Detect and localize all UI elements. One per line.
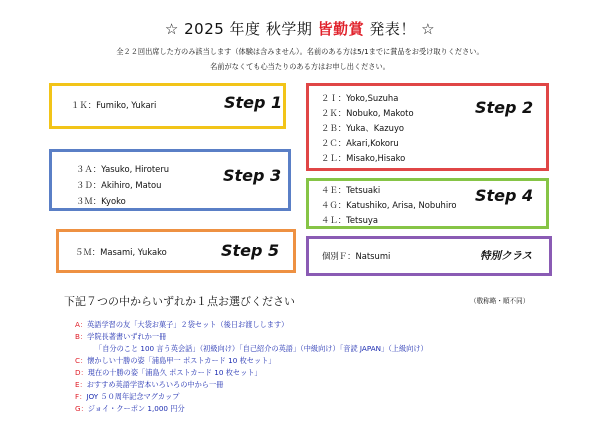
winner-line: ５Ｍ：Masami, Yukako (75, 247, 167, 257)
honorific-note: （敬称略・順不同） (470, 297, 530, 305)
winner-line: ４Ｅ：Tetsuaki (321, 185, 381, 195)
winner-line: １Ｋ：Fumiko, Yukari (71, 100, 157, 110)
prize-option-g: G：ジョイ・クーポン 1,000 円分 (75, 404, 185, 413)
award-name: 皆勤賞 (317, 20, 365, 38)
winner-line: ４Ｇ：Katushiko, Arisa, Nobuhiro (321, 200, 457, 210)
step-label: Step 5 (221, 241, 280, 260)
winner-line: ４Ｌ：Tetsuya (321, 215, 379, 225)
step-label: Step 2 (475, 98, 534, 117)
step-label: Step 4 (475, 186, 534, 205)
step-label: Step 3 (223, 166, 282, 185)
page-title: ☆ 2025 年度 秋学期 皆勤賞 発表！ ☆ (164, 20, 436, 38)
prize-option-f: F：JOY ５０周年記念マグカップ (75, 392, 180, 401)
step-2-box (306, 83, 549, 171)
winner-line: ３Ｍ：Kyoko (76, 196, 126, 206)
prize-option-b: B：学院長著書いずれか一冊 (75, 332, 167, 341)
eligibility-note: 全２２回出席した方のみ該当します（体験は含みません）。名前のある方は5/1までに賞品をお受け取りください。 (116, 47, 484, 56)
winner-line: ２Ｋ：Nobuko, Makoto (321, 108, 414, 118)
special-class-label: 特別クラス (480, 250, 533, 262)
prize-option-b-titles: 「自分のこと 100 言う英会話」（初級向け）「自己紹介の英語」（中級向け）「音読 JAPAN」（上級向け） (95, 344, 428, 353)
prize-option-d: D：現在の十勝の姿「浦島久 ポストカード 10 枚セット」 (75, 368, 262, 377)
winner-line: 個別Ｆ：Natsumi (322, 251, 391, 261)
prize-heading: 下記７つの中からいずれか１点お選びください (64, 295, 295, 308)
prize-option-e: E：おすすめ英語学習本いろいろの中から一冊 (75, 380, 224, 389)
step-1-box (49, 83, 286, 129)
step-label: Step 1 (224, 93, 283, 112)
step-4-box (306, 178, 549, 229)
step-5-box (56, 229, 296, 273)
winner-line: ２Ｉ：Yoko,Suzuha (321, 93, 399, 103)
winner-line: ２Ｂ：Yuka、Kazuyo (321, 123, 405, 133)
self-report-note: 名前がなくても心当たりのある方はお申し出ください。 (210, 62, 390, 71)
prize-option-a: A：英語学習の友「大袋お菓子」２袋セット（後日お渡しします） (75, 320, 289, 329)
winner-line: ２Ｌ：Misako,Hisako (321, 153, 406, 163)
winner-line: ３Ｄ：Akihiro, Matou (76, 180, 162, 190)
special-class-box (306, 236, 552, 276)
step-3-box (49, 149, 291, 211)
winner-line: ３Ａ：Yasuko, Hiroteru (76, 164, 170, 174)
prize-option-c: C：懐かしい十勝の姿「浦島甲一 ポストカード 10 枚セット」 (75, 356, 276, 365)
winner-line: ２Ｃ：Akari,Kokoru (321, 138, 399, 148)
